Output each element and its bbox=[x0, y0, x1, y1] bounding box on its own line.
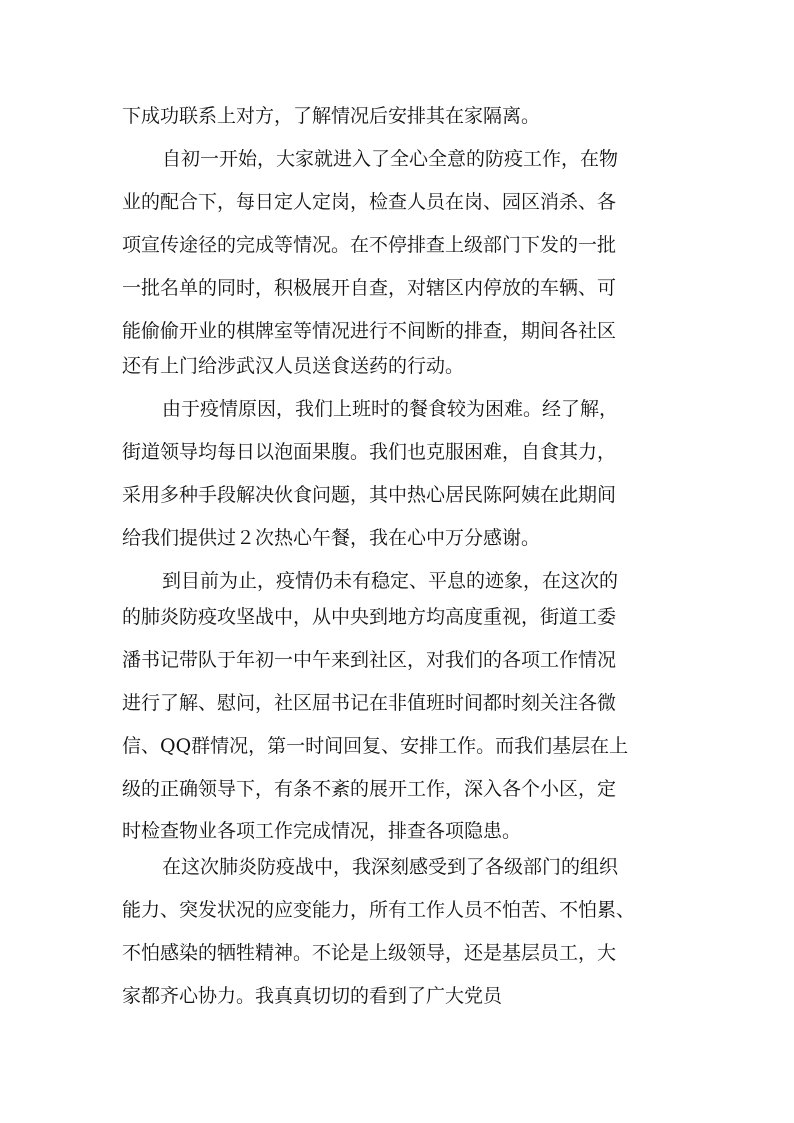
paragraph-first-line: 由于疫情原因，我们上班时的餐食较为困难。经了解， bbox=[162, 398, 619, 420]
paragraph-first-line: 到目前为止，疫情仍未有稳定、平息的迹象，在这次的 bbox=[162, 570, 619, 592]
text-line: 能偷偷开业的棋牌室等情况进行不间断的排查，期间各社区 bbox=[122, 320, 617, 342]
text-line: 能力、突发状况的应变能力，所有工作人员不怕苦、不怕累、 bbox=[122, 899, 636, 921]
paragraph-first-line: 在这次肺炎防疫战中，我深刻感受到了各级部门的组织 bbox=[162, 856, 619, 878]
text-line: 采用多种手段解决伙食问题，其中热心居民陈阿姨在此期间 bbox=[122, 484, 617, 506]
paragraph-first-line: 自初一开始，大家就进入了全心全意的防疫工作，在物 bbox=[162, 148, 619, 170]
text-line: 时检查物业各项工作完成情况，排查各项隐患。 bbox=[122, 820, 522, 842]
text-line: 下成功联系上对方，了解情况后安排其在家隔离。 bbox=[122, 105, 541, 127]
text-line: 家都齐心协力。我真真切切的看到了广大党员 bbox=[122, 985, 503, 1007]
text-line: 潘书记带队于年初一中午来到社区，对我们的各项工作情况 bbox=[122, 649, 617, 671]
text-line: 级的正确领导下，有条不紊的展开工作，深入各个小区，定 bbox=[122, 778, 617, 800]
text-line: 还有上门给涉武汉人员送食送药的行动。 bbox=[122, 355, 465, 377]
text-line: 街道领导均每日以泡面果腹。我们也克服困难，自食其力， bbox=[122, 441, 617, 463]
text-line: 项宣传途径的完成等情况。在不停排查上级部门下发的一批 bbox=[122, 234, 617, 256]
text-line: 不怕感染的牺牲精神。不论是上级领导，还是基层员工，大 bbox=[122, 942, 617, 964]
text-line: 信、QQ群情况，第一时间回复、安排工作。而我们基层在上 bbox=[122, 735, 629, 757]
text-line: 业的配合下，每日定人定岗，检查人员在岗、园区消杀、各 bbox=[122, 191, 617, 213]
text-line: 进行了解、慰问，社区屈书记在非值班时间都时刻关注各微 bbox=[122, 692, 617, 714]
text-line: 给我们提供过２次热心午餐，我在心中万分感谢。 bbox=[122, 527, 541, 549]
text-line: 的肺炎防疫攻坚战中，从中央到地方均高度重视，街道工委 bbox=[122, 606, 617, 628]
text-line: 一批名单的同时，积极展开自查，对辖区内停放的车辆、可 bbox=[122, 277, 617, 299]
